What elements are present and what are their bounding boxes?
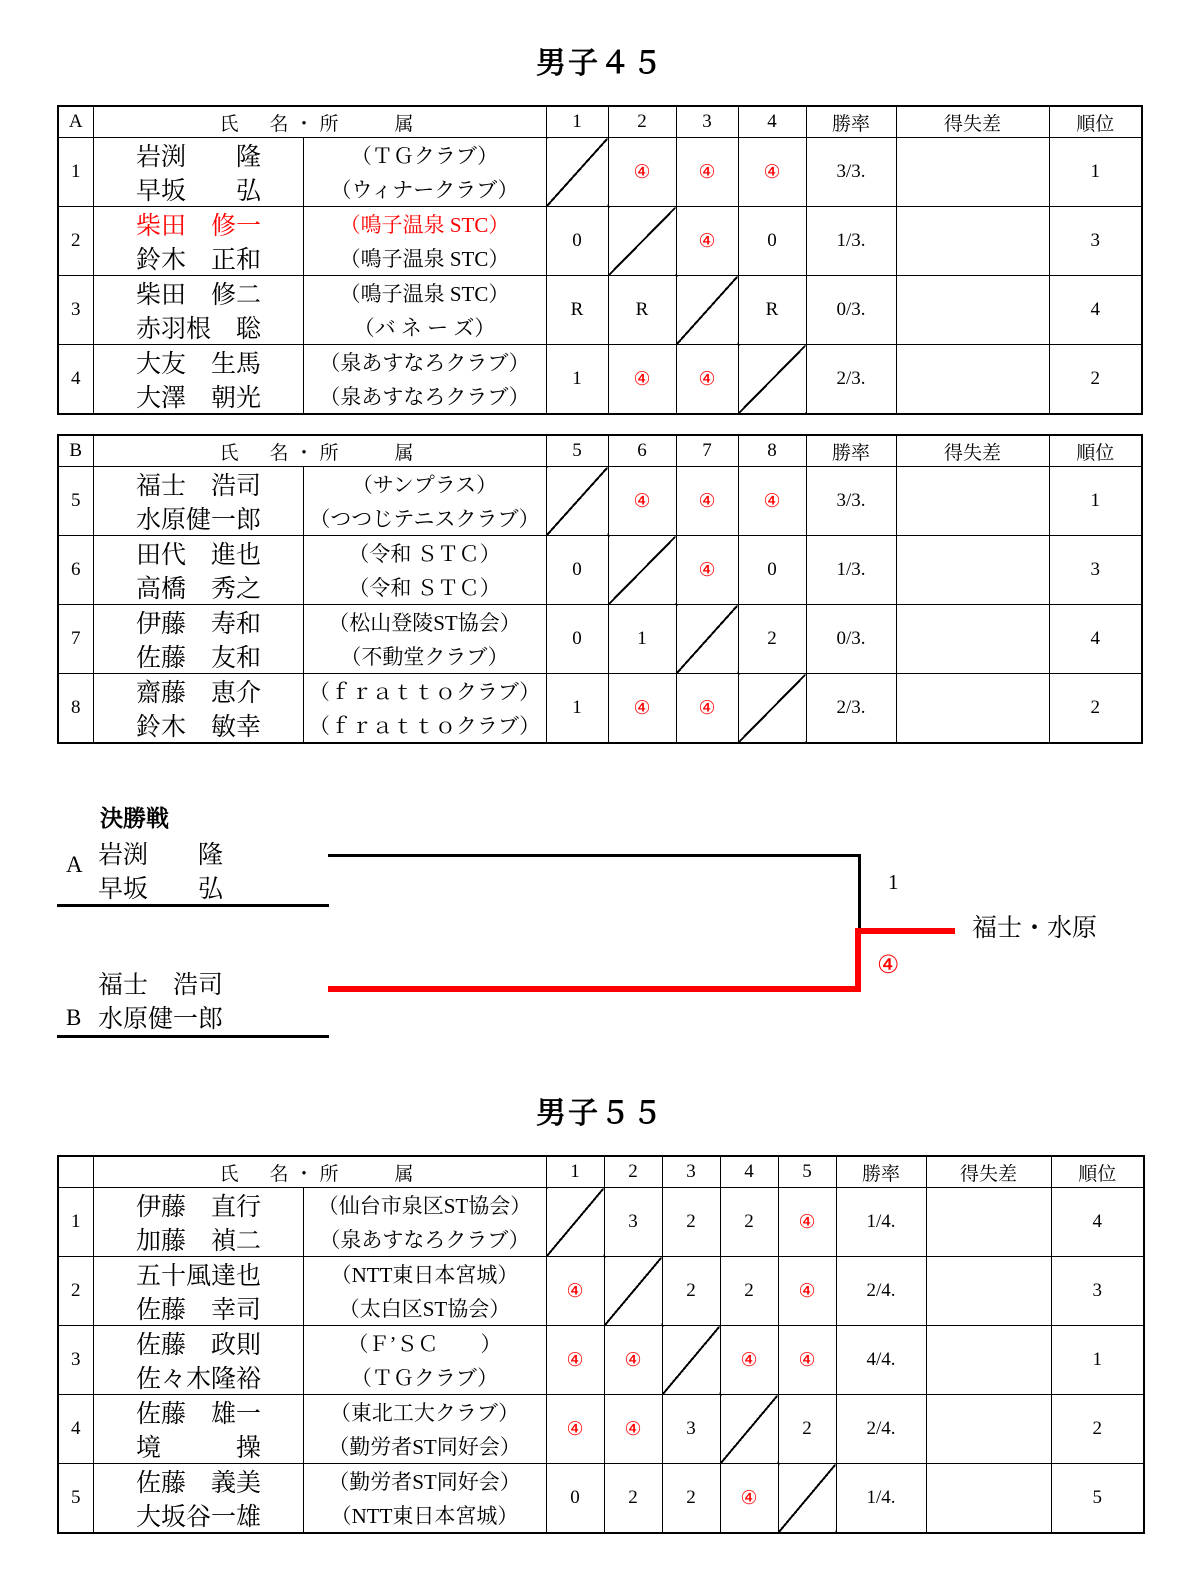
player-affiliations (303, 345, 546, 415)
affiliation-1: （仙台市泉区ST協会） (317, 1194, 532, 1218)
row-number: 2 (58, 1257, 93, 1326)
score-cell: R (546, 276, 608, 345)
bracket-heading: 決勝戦 (100, 805, 169, 831)
player-name-1: 大友 生馬 (135, 350, 261, 378)
row-number: 8 (58, 674, 93, 744)
table-55-col-rate: 勝率 (836, 1156, 926, 1188)
player-names (93, 1188, 303, 1257)
table-row (58, 1257, 1144, 1326)
point-diff (926, 1188, 1051, 1257)
score-cell: 2 (720, 1188, 778, 1257)
player-name-1: 柴田 修一 (135, 212, 261, 240)
table-b-name-header: 氏 名・所 属 (93, 435, 546, 467)
player-names (93, 207, 303, 276)
rank: 4 (1049, 605, 1142, 674)
round-robin-table-55 (57, 1155, 1145, 1534)
affiliation-1: （令和 ＳＴＣ） (348, 542, 501, 566)
row-number: 3 (58, 1326, 93, 1395)
table-row (58, 674, 1142, 744)
table-row (58, 207, 1142, 276)
bracket-b-horizontal-red (328, 986, 861, 992)
score-cell-self (778, 1464, 836, 1534)
bracket-a-underline (57, 904, 329, 907)
bracket-b-vertical-red (855, 928, 861, 992)
table-row (58, 1395, 1144, 1464)
rank: 2 (1051, 1395, 1144, 1464)
point-diff (896, 674, 1049, 744)
affiliation-2: （バ ネ ー ズ） (353, 316, 496, 340)
bracket-side-b-label: B (66, 1005, 82, 1030)
table-55-header-row (58, 1156, 1144, 1188)
row-number: 4 (58, 1395, 93, 1464)
score-cell: 0 (738, 207, 806, 276)
table-b-col-7: 7 (676, 435, 738, 467)
player-names (93, 1326, 303, 1395)
bracket-a-player-2: 早坂 弘 (98, 875, 224, 903)
win-rate: 1/3. (806, 536, 896, 605)
affiliation-1: （松山登陵ST協会） (328, 611, 521, 635)
table-55-col-diff: 得失差 (926, 1156, 1051, 1188)
player-names (93, 674, 303, 744)
score-cell: ④ (676, 536, 738, 605)
affiliation-2: （太白区ST協会） (338, 1297, 511, 1321)
score-cell: ④ (676, 138, 738, 207)
table-a-name-header: 氏 名・所 属 (93, 106, 546, 138)
player-name-2: 早坂 弘 (135, 177, 261, 205)
affiliation-2: （泉あすなろクラブ） (319, 385, 530, 409)
bracket-a-player-1: 岩渕 隆 (98, 841, 224, 869)
score-cell: ④ (608, 138, 676, 207)
win-rate: 2/4. (836, 1395, 926, 1464)
score-cell: ④ (546, 1395, 604, 1464)
row-number: 7 (58, 605, 93, 674)
player-name-2: 大澤 朝光 (135, 384, 261, 412)
table-row (58, 1326, 1144, 1395)
bracket-b-underline (57, 1035, 329, 1038)
point-diff (896, 536, 1049, 605)
score-cell: 2 (662, 1464, 720, 1534)
point-diff (926, 1326, 1051, 1395)
point-diff (896, 345, 1049, 415)
score-cell: ④ (608, 467, 676, 536)
table-b-header-row (58, 435, 1142, 467)
score-cell: 2 (662, 1188, 720, 1257)
score-cell: ④ (676, 674, 738, 744)
player-names (93, 276, 303, 345)
bracket-score-top: 1 (888, 870, 899, 894)
point-diff (896, 207, 1049, 276)
row-number: 2 (58, 207, 93, 276)
player-name-2: 佐藤 幸司 (135, 1296, 261, 1324)
affiliation-2: （鳴子温泉 STC） (339, 247, 510, 271)
affiliation-1: （ＴＧクラブ） (350, 144, 499, 168)
player-name-1: 伊藤 寿和 (135, 610, 261, 638)
player-name-1: 五十風達也 (135, 1262, 261, 1290)
score-cell: 2 (662, 1257, 720, 1326)
score-cell-self (546, 467, 608, 536)
score-cell: 1 (608, 605, 676, 674)
score-cell: ④ (676, 467, 738, 536)
point-diff (896, 138, 1049, 207)
row-number: 5 (58, 1464, 93, 1534)
table-row (58, 1464, 1144, 1534)
rank: 2 (1049, 345, 1142, 415)
score-cell: ④ (546, 1257, 604, 1326)
row-number: 4 (58, 345, 93, 415)
table-row (58, 467, 1142, 536)
score-cell-self (546, 138, 608, 207)
score-cell: 0 (546, 536, 608, 605)
point-diff (896, 605, 1049, 674)
player-name-2: 佐々木隆裕 (135, 1365, 261, 1393)
win-rate: 2/3. (806, 674, 896, 744)
affiliation-2: （ＴＧクラブ） (350, 1366, 499, 1390)
page-title-55: 男子５５ (536, 1097, 664, 1130)
bracket-winner-line-red (855, 928, 955, 934)
score-cell: ④ (720, 1464, 778, 1534)
affiliation-1: （勤労者ST同好会） (328, 1470, 521, 1494)
score-cell: ④ (608, 345, 676, 415)
score-cell: R (608, 276, 676, 345)
table-a-col-4: 4 (738, 106, 806, 138)
bracket-a-vertical (858, 854, 861, 930)
score-cell: 0 (546, 1464, 604, 1534)
table-b-col-rate: 勝率 (806, 435, 896, 467)
player-affiliations (303, 207, 546, 276)
score-cell: ④ (778, 1326, 836, 1395)
affiliation-2: （ｆｒａｔｔｏクラブ） (308, 714, 541, 738)
player-name-1: 福士 浩司 (135, 472, 261, 500)
player-affiliations (303, 138, 546, 207)
score-cell: ④ (720, 1326, 778, 1395)
affiliation-1: （鳴子温泉 STC） (339, 282, 510, 306)
win-rate: 2/4. (836, 1257, 926, 1326)
row-number: 1 (58, 138, 93, 207)
rank: 3 (1051, 1257, 1144, 1326)
score-cell: ④ (604, 1395, 662, 1464)
score-cell-self (662, 1326, 720, 1395)
player-name-2: 大坂谷一雄 (135, 1503, 261, 1531)
score-cell-self (546, 1188, 604, 1257)
player-affiliations (303, 1464, 546, 1534)
table-a-group-label: A (58, 106, 93, 138)
player-name-2: 高橋 秀之 (135, 575, 261, 603)
affiliation-2: （不動堂クラブ） (340, 645, 509, 669)
affiliation-2: （勤労者ST同好会） (328, 1435, 521, 1459)
rank: 4 (1051, 1188, 1144, 1257)
table-a-col-diff: 得失差 (896, 106, 1049, 138)
table-row (58, 605, 1142, 674)
score-cell: ④ (608, 674, 676, 744)
player-names (93, 1464, 303, 1534)
score-cell-self (604, 1257, 662, 1326)
final-bracket (0, 790, 1200, 1060)
table-row (58, 138, 1142, 207)
table-55-col-rank: 順位 (1051, 1156, 1144, 1188)
score-cell: ④ (778, 1257, 836, 1326)
bracket-b-player-2: 水原健一郎 (98, 1005, 224, 1033)
round-robin-table-b (57, 434, 1143, 744)
win-rate: 2/3. (806, 345, 896, 415)
affiliation-2: （つつじテニスクラブ） (309, 507, 540, 531)
player-name-1: 佐藤 政則 (135, 1331, 261, 1359)
player-name-1: 岩渕 隆 (135, 143, 261, 171)
player-names (93, 138, 303, 207)
table-55-name-header: 氏 名・所 属 (93, 1156, 546, 1188)
round-robin-table-a (57, 105, 1143, 415)
table-55-col-3: 3 (662, 1156, 720, 1188)
player-name-2: 佐藤 友和 (135, 644, 261, 672)
win-rate: 1/4. (836, 1464, 926, 1534)
win-rate: 0/3. (806, 276, 896, 345)
table-b-col-8: 8 (738, 435, 806, 467)
player-affiliations (303, 1395, 546, 1464)
affiliation-2: （令和 ＳＴＣ） (348, 576, 501, 600)
table-row (58, 345, 1142, 415)
row-number: 3 (58, 276, 93, 345)
score-cell-self (608, 207, 676, 276)
bracket-a-horizontal (328, 854, 861, 857)
table-55-group-label (58, 1156, 93, 1188)
score-cell: ④ (676, 345, 738, 415)
affiliation-2: （NTT東日本宮城） (330, 1504, 519, 1528)
player-name-1: 齋藤 恵介 (135, 679, 261, 707)
score-cell-self (676, 605, 738, 674)
player-affiliations (303, 467, 546, 536)
bracket-side-a-label: A (66, 852, 83, 877)
table-55-col-5: 5 (778, 1156, 836, 1188)
affiliation-1: （NTT東日本宮城） (330, 1263, 519, 1287)
win-rate: 1/3. (806, 207, 896, 276)
rank: 1 (1049, 467, 1142, 536)
player-names (93, 605, 303, 674)
player-names (93, 536, 303, 605)
table-a-col-rank: 順位 (1049, 106, 1142, 138)
score-cell: 0 (738, 536, 806, 605)
player-name-2: 鈴木 正和 (135, 246, 261, 274)
rank: 1 (1049, 138, 1142, 207)
score-cell: 2 (604, 1464, 662, 1534)
table-b-col-diff: 得失差 (896, 435, 1049, 467)
score-cell: ④ (676, 207, 738, 276)
score-cell: ④ (738, 138, 806, 207)
point-diff (896, 467, 1049, 536)
rank: 3 (1049, 536, 1142, 605)
score-cell-self (720, 1395, 778, 1464)
table-row (58, 1188, 1144, 1257)
score-cell: ④ (738, 467, 806, 536)
affiliation-2: （ウィナークラブ） (330, 178, 519, 202)
rank: 1 (1051, 1326, 1144, 1395)
score-cell: 3 (604, 1188, 662, 1257)
win-rate: 1/4. (836, 1188, 926, 1257)
table-b-col-6: 6 (608, 435, 676, 467)
win-rate: 0/3. (806, 605, 896, 674)
player-affiliations (303, 1257, 546, 1326)
table-b-col-5: 5 (546, 435, 608, 467)
table-b-group-label: B (58, 435, 93, 467)
score-cell: 0 (546, 207, 608, 276)
player-name-1: 伊藤 直行 (135, 1193, 261, 1221)
rank: 5 (1051, 1464, 1144, 1534)
player-names (93, 1257, 303, 1326)
score-cell-self (738, 345, 806, 415)
score-cell: 0 (546, 605, 608, 674)
bracket-score-bottom: ④ (877, 952, 900, 979)
player-name-1: 佐藤 義美 (135, 1469, 261, 1497)
player-names (93, 467, 303, 536)
player-name-2: 水原健一郎 (135, 506, 261, 534)
table-row (58, 536, 1142, 605)
player-name-2: 境 操 (135, 1434, 261, 1462)
row-number: 1 (58, 1188, 93, 1257)
affiliation-1: （泉あすなろクラブ） (319, 351, 530, 375)
win-rate: 4/4. (836, 1326, 926, 1395)
affiliation-2: （泉あすなろクラブ） (319, 1228, 530, 1252)
rank: 3 (1049, 207, 1142, 276)
player-affiliations (303, 605, 546, 674)
rank: 2 (1049, 674, 1142, 744)
score-cell-self (608, 536, 676, 605)
rank: 4 (1049, 276, 1142, 345)
score-cell: 2 (720, 1257, 778, 1326)
player-name-1: 佐藤 雄一 (135, 1400, 261, 1428)
score-cell: 2 (738, 605, 806, 674)
win-rate: 3/3. (806, 138, 896, 207)
point-diff (926, 1395, 1051, 1464)
affiliation-1: （ｆｒａｔｔｏクラブ） (308, 680, 541, 704)
row-number: 6 (58, 536, 93, 605)
score-cell-self (738, 674, 806, 744)
affiliation-1: （鳴子温泉 STC） (339, 213, 510, 237)
table-a-col-1: 1 (546, 106, 608, 138)
player-name-1: 田代 進也 (135, 541, 261, 569)
player-name-2: 鈴木 敏幸 (135, 713, 261, 741)
affiliation-1: （Ｆ’ＳＣ ） (347, 1332, 502, 1356)
score-cell: ④ (604, 1326, 662, 1395)
player-names (93, 345, 303, 415)
score-cell: ④ (778, 1188, 836, 1257)
player-affiliations (303, 536, 546, 605)
table-b-col-rank: 順位 (1049, 435, 1142, 467)
point-diff (896, 276, 1049, 345)
score-cell: 1 (546, 345, 608, 415)
player-affiliations (303, 276, 546, 345)
bracket-winner: 福士・水原 (972, 914, 1098, 942)
player-name-2: 加藤 禎二 (135, 1227, 261, 1255)
player-affiliations (303, 674, 546, 744)
point-diff (926, 1464, 1051, 1534)
player-name-2: 赤羽根 聡 (135, 315, 261, 343)
page-title-45: 男子４５ (536, 47, 664, 80)
score-cell: 2 (778, 1395, 836, 1464)
player-name-1: 柴田 修二 (135, 281, 261, 309)
table-55-col-2: 2 (604, 1156, 662, 1188)
player-affiliations (303, 1188, 546, 1257)
table-a-header-row (58, 106, 1142, 138)
table-55-col-4: 4 (720, 1156, 778, 1188)
player-affiliations (303, 1326, 546, 1395)
affiliation-1: （東北工大クラブ） (329, 1401, 520, 1425)
score-cell: R (738, 276, 806, 345)
player-names (93, 1395, 303, 1464)
table-a-col-3: 3 (676, 106, 738, 138)
win-rate: 3/3. (806, 467, 896, 536)
point-diff (926, 1257, 1051, 1326)
table-a-col-rate: 勝率 (806, 106, 896, 138)
row-number: 5 (58, 467, 93, 536)
score-cell-self (676, 276, 738, 345)
score-cell: 1 (546, 674, 608, 744)
score-cell: ④ (546, 1326, 604, 1395)
table-row (58, 276, 1142, 345)
table-a-col-2: 2 (608, 106, 676, 138)
affiliation-1: （サンプラス） (351, 473, 498, 497)
score-cell: 3 (662, 1395, 720, 1464)
bracket-b-player-1: 福士 浩司 (98, 971, 224, 999)
table-55-col-1: 1 (546, 1156, 604, 1188)
